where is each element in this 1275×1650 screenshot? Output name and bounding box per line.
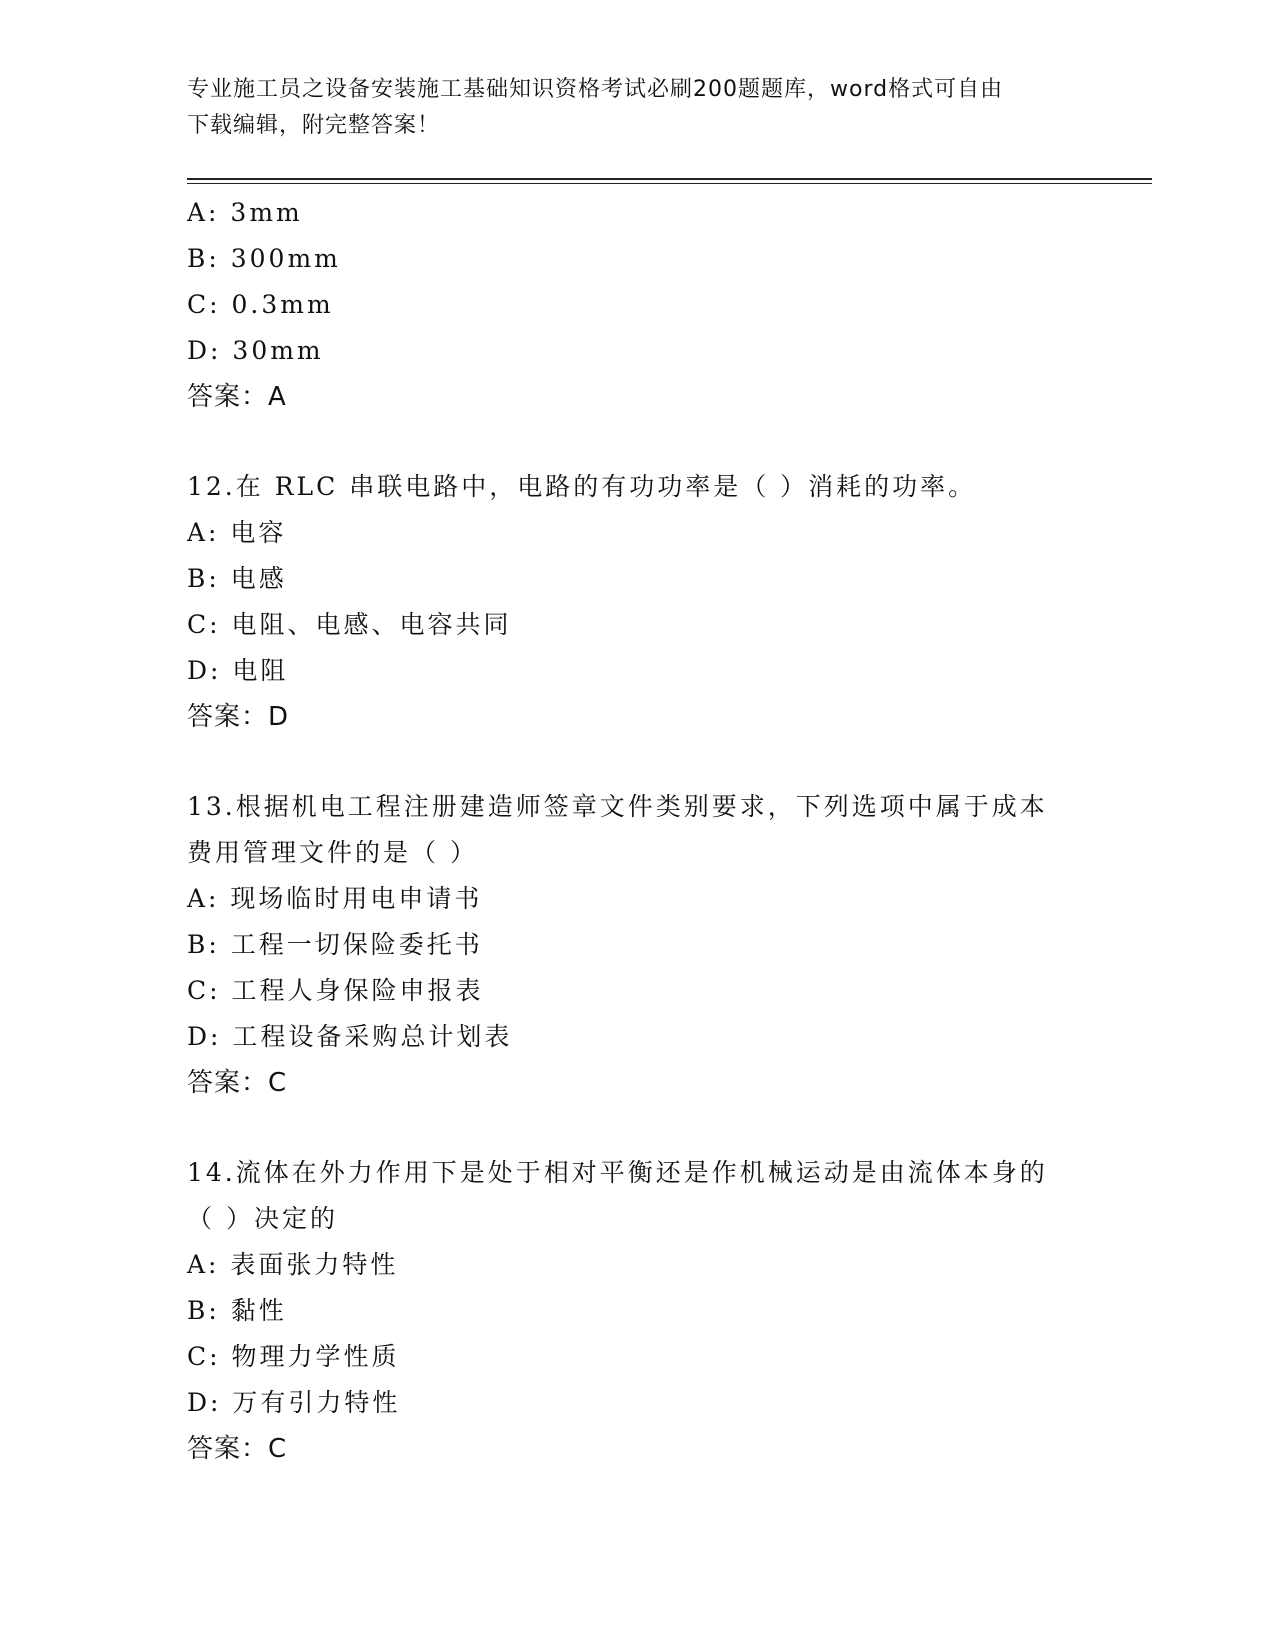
answer-line: 答案：A bbox=[187, 382, 287, 412]
option-d: D: 电阻 bbox=[187, 656, 289, 685]
question-12-block bbox=[187, 464, 1087, 740]
question-11-block bbox=[187, 190, 1087, 420]
question-14-block bbox=[187, 1150, 1087, 1472]
option-c: C: 工程人身保险申报表 bbox=[187, 976, 484, 1005]
header-line-1: 专业施工员之设备安装施工基础知识资格考试必刷200题题库，word格式可自由 bbox=[187, 77, 1004, 102]
option-b: B: 300mm bbox=[187, 244, 341, 273]
option-c: C: 电阻、电感、电容共同 bbox=[187, 610, 512, 639]
option-a: A: 现场临时用电申请书 bbox=[187, 884, 483, 913]
question-list bbox=[187, 190, 1087, 1472]
document-header bbox=[187, 72, 1087, 144]
option-b: B: 黏性 bbox=[187, 1296, 287, 1325]
option-c: C: 物理力学性质 bbox=[187, 1342, 400, 1371]
option-a: A: 表面张力特性 bbox=[187, 1250, 399, 1279]
question-stem: 13.根据机电工程注册建造师签章文件类别要求，下列选项中属于成本 bbox=[187, 792, 1048, 821]
header-divider-thick bbox=[187, 178, 1152, 180]
header-divider-thin bbox=[187, 183, 1152, 184]
option-c: C: 0.3mm bbox=[187, 290, 334, 319]
answer-line: 答案：C bbox=[187, 1068, 288, 1098]
question-13-block bbox=[187, 784, 1087, 1106]
question-stem-continued: （ ）决定的 bbox=[187, 1204, 338, 1233]
answer-line: 答案：D bbox=[187, 702, 290, 732]
question-stem-continued: 费用管理文件的是（ ） bbox=[187, 838, 478, 867]
answer-line: 答案：C bbox=[187, 1434, 288, 1464]
header-line-2: 下载编辑，附完整答案！ bbox=[187, 113, 441, 138]
option-d: D: 工程设备采购总计划表 bbox=[187, 1022, 513, 1051]
option-a: A: 电容 bbox=[187, 518, 287, 547]
option-b: B: 工程一切保险委托书 bbox=[187, 930, 483, 959]
question-stem: 14.流体在外力作用下是处于相对平衡还是作机械运动是由流体本身的 bbox=[187, 1158, 1048, 1187]
option-d: D: 万有引力特性 bbox=[187, 1388, 401, 1417]
option-d: D: 30mm bbox=[187, 336, 324, 365]
question-stem: 12.在 RLC 串联电路中，电路的有功功率是（ ）消耗的功率。 bbox=[187, 472, 977, 501]
option-a: A: 3mm bbox=[187, 198, 303, 227]
option-b: B: 电感 bbox=[187, 564, 287, 593]
